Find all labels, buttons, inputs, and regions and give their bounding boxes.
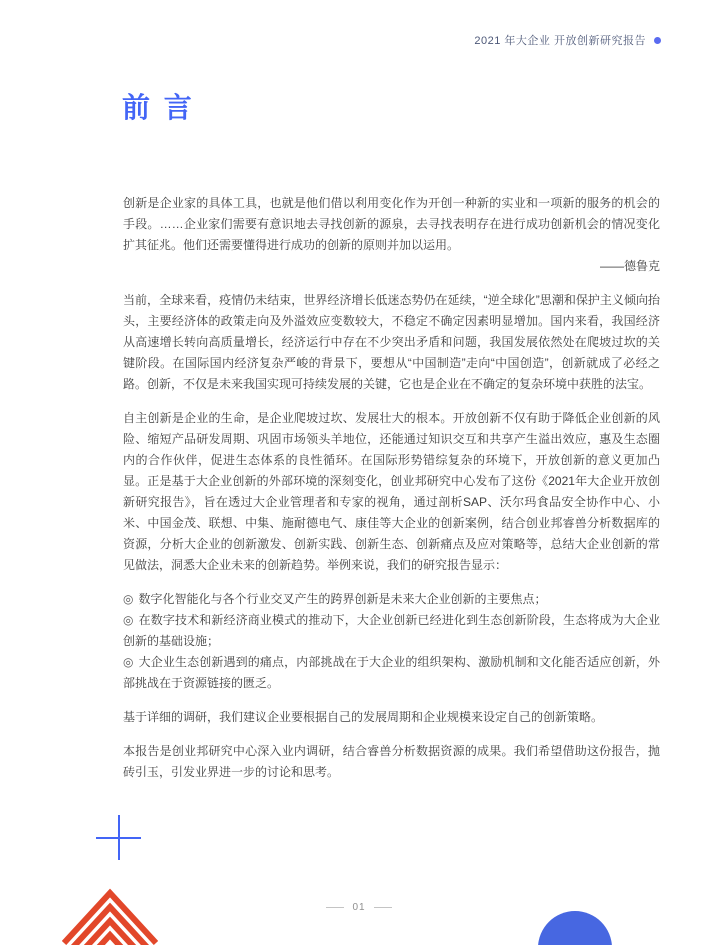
bullet-marker-icon: ◎ bbox=[123, 592, 134, 606]
chevron-decoration-icon bbox=[62, 887, 158, 945]
bullet-text: 数字化智能化与各个行业交叉产生的跨界创新是未来大企业创新的主要焦点； bbox=[138, 592, 547, 606]
page-title: 前 言 bbox=[122, 92, 195, 123]
body-text bbox=[123, 193, 660, 796]
page-number-dash bbox=[326, 907, 344, 908]
header-dot-icon bbox=[654, 37, 661, 44]
bullet-item bbox=[123, 652, 660, 694]
quote-attribution: ——德鲁克 bbox=[599, 259, 660, 273]
bullet-marker-icon: ◎ bbox=[123, 613, 134, 627]
plus-vertical-line bbox=[118, 815, 120, 860]
paragraph-recommendation: 基于详细的调研，我们建议企业要根据自己的发展周期和企业规模来设定自己的创新策略。 bbox=[123, 710, 604, 724]
bullet-item bbox=[123, 610, 660, 652]
bullet-item bbox=[123, 589, 660, 610]
paragraph-report-intro: 自主创新是企业的生命，是企业爬坡过坎、发展壮大的根本。开放创新不仅有助于降低企业创新的风险、缩短产品研发周期、巩固市场领头羊地位，还能通过知识交互和共享产生溢出效应，惠及生态圈内的合作伙伴，促进生态体系的良性循环。在国际形势错综复杂的环境下，开放创新的意义更加凸显。正是基于大企业创新的外部环境的深刻变化，创业邦研究中心发布了这份《2021年大企业开放创新研究报告》，旨在透过大企业管理者和专家的视角，通过剖析SAP、沃尔玛食品安全协作中心、小米、中国金茂、联想、中集、施耐德电气、康佳等大企业的创新案例，结合创业邦睿兽分析数据库的资源，分析大企业的创新激发、创新实践、创新生态、创新痛点及应对策略等，总结大企业创新的常见做法，洞悉大企业未来的创新趋势。举例来说，我们的研究报告显示： bbox=[123, 411, 660, 572]
plus-decoration-icon bbox=[96, 815, 141, 860]
page-footer bbox=[0, 902, 718, 913]
bullet-text: 大企业生态创新遇到的痛点，内部挑战在于大企业的组织架构、激励机制和文化能否适应创新，外部挑战在于资源链接的匮乏。 bbox=[123, 655, 660, 690]
page-number: 01 bbox=[352, 902, 366, 913]
circle-decoration bbox=[538, 911, 612, 945]
paragraph-global-context: 当前，全球来看，疫情仍未结束，世界经济增长低迷态势仍在延续，“逆全球化”思潮和保护主义倾向抬头，主要经济体的政策走向及外溢效应变数较大，不稳定不确定因素明显增加。国内来看，我国经济从高速增长转向高质量增长，经济运行中存在不少突出矛盾和问题，我国发展依然处在爬坡过坎的关键阶段。在国际国内经济复杂严峻的背景下，要想从“中国制造”走向“中国创造”，创新就成了必经之路。创新，不仅是未来我国实现可持续发展的关键，它也是企业在不确定的复杂环境中获胜的法宝。 bbox=[123, 293, 660, 391]
page-number-dash bbox=[374, 907, 392, 908]
header-report-title: 2021 年大企业 开放创新研究报告 bbox=[474, 35, 646, 47]
bullet-text: 在数字技术和新经济商业模式的推动下，大企业创新已经进化到生态创新阶段，生态将成为大企业创新的基础设施； bbox=[123, 613, 660, 648]
quote-paragraph: 创新是企业家的具体工具，也就是他们借以利用变化作为开创一种新的实业和一项新的服务的机会的手段。……企业家们需要有意识地去寻找创新的源泉，去寻找表明存在进行成功创新机会的情况变化扩其征兆。他们还需要懂得进行成功的创新的原则并加以运用。 bbox=[123, 196, 660, 252]
page-header bbox=[474, 32, 661, 48]
paragraph-closing: 本报告是创业邦研究中心深入业内调研，结合睿兽分析数据资源的成果。我们希望借助这份报告，抛砖引玉，引发业界进一步的讨论和思考。 bbox=[123, 744, 660, 779]
bullet-marker-icon: ◎ bbox=[123, 655, 134, 669]
